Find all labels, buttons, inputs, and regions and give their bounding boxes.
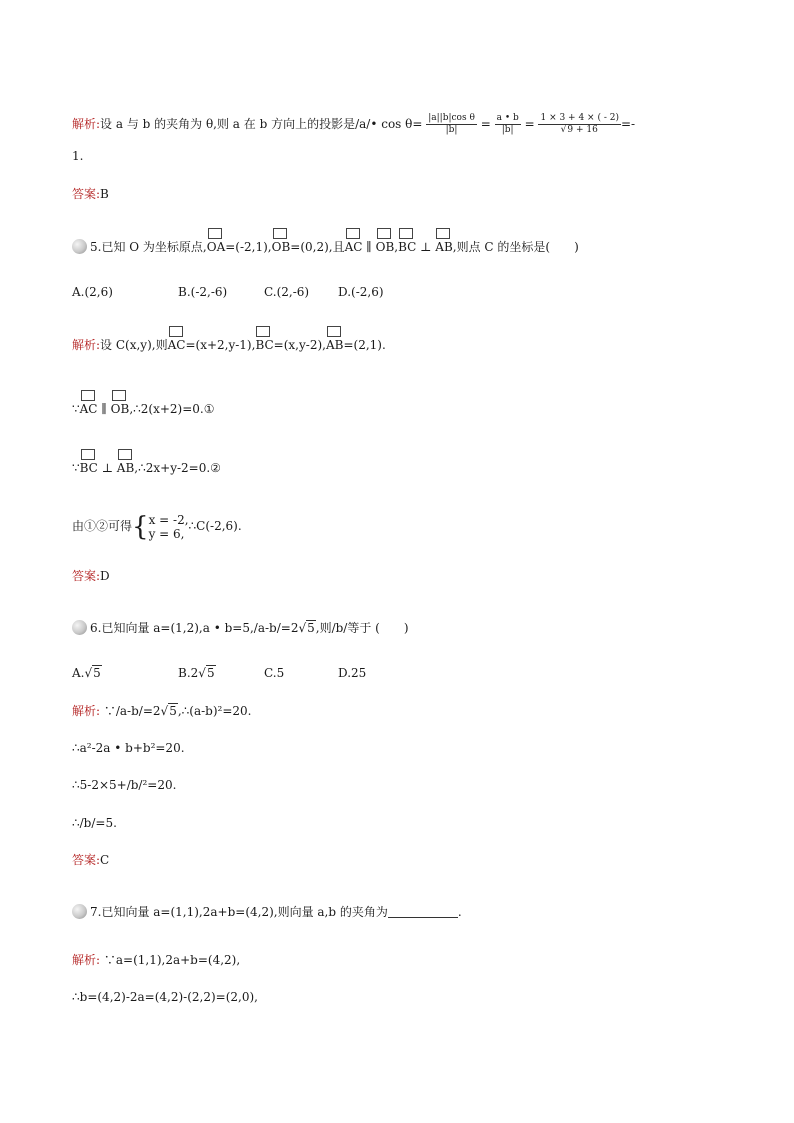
option-a: A.√5 bbox=[72, 666, 101, 680]
analysis-label: 解析: bbox=[72, 953, 101, 967]
brace-icon: { bbox=[132, 511, 149, 542]
solution-6-line-3: ∴5-2×5+/b/²=20. bbox=[72, 778, 177, 792]
vector-bc: BC bbox=[80, 460, 98, 476]
solution-5-line-1: 解析:设 C(x,y),则 AC=(x+2,y-1), BC=(x,y-2), AB=(2,1). bbox=[72, 337, 386, 353]
answer-4 bbox=[72, 186, 109, 202]
solution-6-line-1: 解析: ∵/a-b/=2√5,∴(a-b)²=20. bbox=[72, 704, 252, 718]
vector-ab: AB bbox=[435, 239, 452, 255]
solution-5-line-3: ∵ BC ⊥ AB,∴2x+y-2=0.② bbox=[72, 460, 221, 476]
options-6 bbox=[72, 665, 366, 681]
bullet-icon bbox=[72, 904, 87, 919]
analysis-label: 解析: bbox=[72, 338, 101, 352]
answer-label: 答案: bbox=[72, 569, 101, 583]
solution-5-line-2: ∵ AC ∥ OB,∴2(x+2)=0.① bbox=[72, 401, 215, 417]
option-a: A.(2,6) bbox=[72, 285, 113, 299]
sqrt-icon: √5 bbox=[160, 704, 177, 718]
option-d: D.(-2,6) bbox=[338, 285, 384, 299]
options-5 bbox=[72, 284, 384, 300]
bullet-icon bbox=[72, 239, 87, 254]
solution-4-continuation: 1. bbox=[72, 149, 84, 163]
vector-ab: AB bbox=[326, 337, 343, 353]
answer-value: B bbox=[100, 187, 109, 201]
answer-5 bbox=[72, 568, 110, 584]
analysis-label: 解析: bbox=[72, 117, 101, 131]
answer-6 bbox=[72, 852, 109, 868]
answer-label: 答案: bbox=[72, 187, 101, 201]
question-5: 5.已知 O 为坐标原点, OA=(-2,1), OB=(0,2),且 AC ∥ OB, BC ⊥ AB,则点 C 的坐标是( ) bbox=[72, 239, 579, 255]
answer-value: C bbox=[100, 853, 110, 867]
answer-label: 答案: bbox=[72, 853, 101, 867]
solution-6-line-2: ∴a²-2a • b+b²=20. bbox=[72, 741, 185, 755]
solution-5-line-4: 由①②可得{ x = -2, y = 6, ∴C(-2,6). bbox=[72, 511, 242, 542]
option-b: B.2√5 bbox=[178, 666, 215, 680]
vector-ob: OB bbox=[376, 239, 395, 255]
fraction: $\frac{a • b}{|b|}$ bbox=[496, 113, 519, 135]
solution-text: 设 a 与 b 的夹角为 θ,则 a 在 b 方向上的投影是/a/• cos θ= bbox=[100, 117, 423, 131]
option-d: D.25 bbox=[338, 666, 367, 680]
solution-4-line: 解析:设 a 与 b 的夹角为 θ,则 a 在 b 方向上的投影是/a/• cos θ= $\frac{\text{|a||b|cos θ}}{|b|}$ = $\frac{a • b}{|b|}$ = $\frac{1 \times 3 + 4 \times ( - 2)}{√9 + 16}$ =- bbox=[72, 113, 636, 135]
vector-ac: AC bbox=[345, 239, 363, 255]
fraction: $\frac{\text{|a||b|cos θ}}{|b|}$ bbox=[428, 113, 475, 135]
fraction: $\frac{1 \times 3 + 4 \times ( - 2)}{√9 + 16}$ bbox=[540, 113, 619, 135]
question-7: 7.已知向量 a=(1,1),2a+b=(4,2),则向量 a,b 的夹角为 . bbox=[72, 904, 462, 920]
bullet-icon bbox=[72, 620, 87, 635]
sqrt-icon: √9 + 16 bbox=[560, 125, 598, 135]
vector-ob: OB bbox=[272, 239, 291, 255]
solution-7-line-2: ∴b=(4,2)-2a=(4,2)-(2,2)=(2,0), bbox=[72, 990, 258, 1004]
option-b: B.(-2,-6) bbox=[178, 285, 228, 299]
vector-ac: AC bbox=[168, 337, 186, 353]
option-c: C.(2,-6) bbox=[264, 285, 310, 299]
vector-ab: AB bbox=[117, 460, 134, 476]
vector-ac: AC bbox=[80, 401, 98, 417]
solution-7-line-1: 解析: ∵a=(1,1),2a+b=(4,2), bbox=[72, 953, 241, 967]
solution-6-line-4: ∴/b/=5. bbox=[72, 816, 117, 830]
vector-ob: OB bbox=[111, 401, 130, 417]
sqrt-icon: √5 bbox=[84, 666, 101, 680]
equation-system: x = -2, y = 6, bbox=[148, 512, 189, 541]
answer-value: D bbox=[100, 569, 110, 583]
vector-bc: BC bbox=[398, 239, 416, 255]
sqrt-icon: √5 bbox=[198, 666, 215, 680]
answer-blank bbox=[388, 905, 458, 918]
vector-bc: BC bbox=[255, 337, 273, 353]
analysis-label: 解析: bbox=[72, 704, 101, 718]
sqrt-icon: √5 bbox=[298, 621, 315, 635]
vector-oa: OA bbox=[207, 239, 226, 255]
option-c: C.5 bbox=[264, 666, 285, 680]
question-6: 6.已知向量 a=(1,2),a • b=5,/a-b/=2√5,则/b/等于 ( ) bbox=[72, 620, 409, 636]
